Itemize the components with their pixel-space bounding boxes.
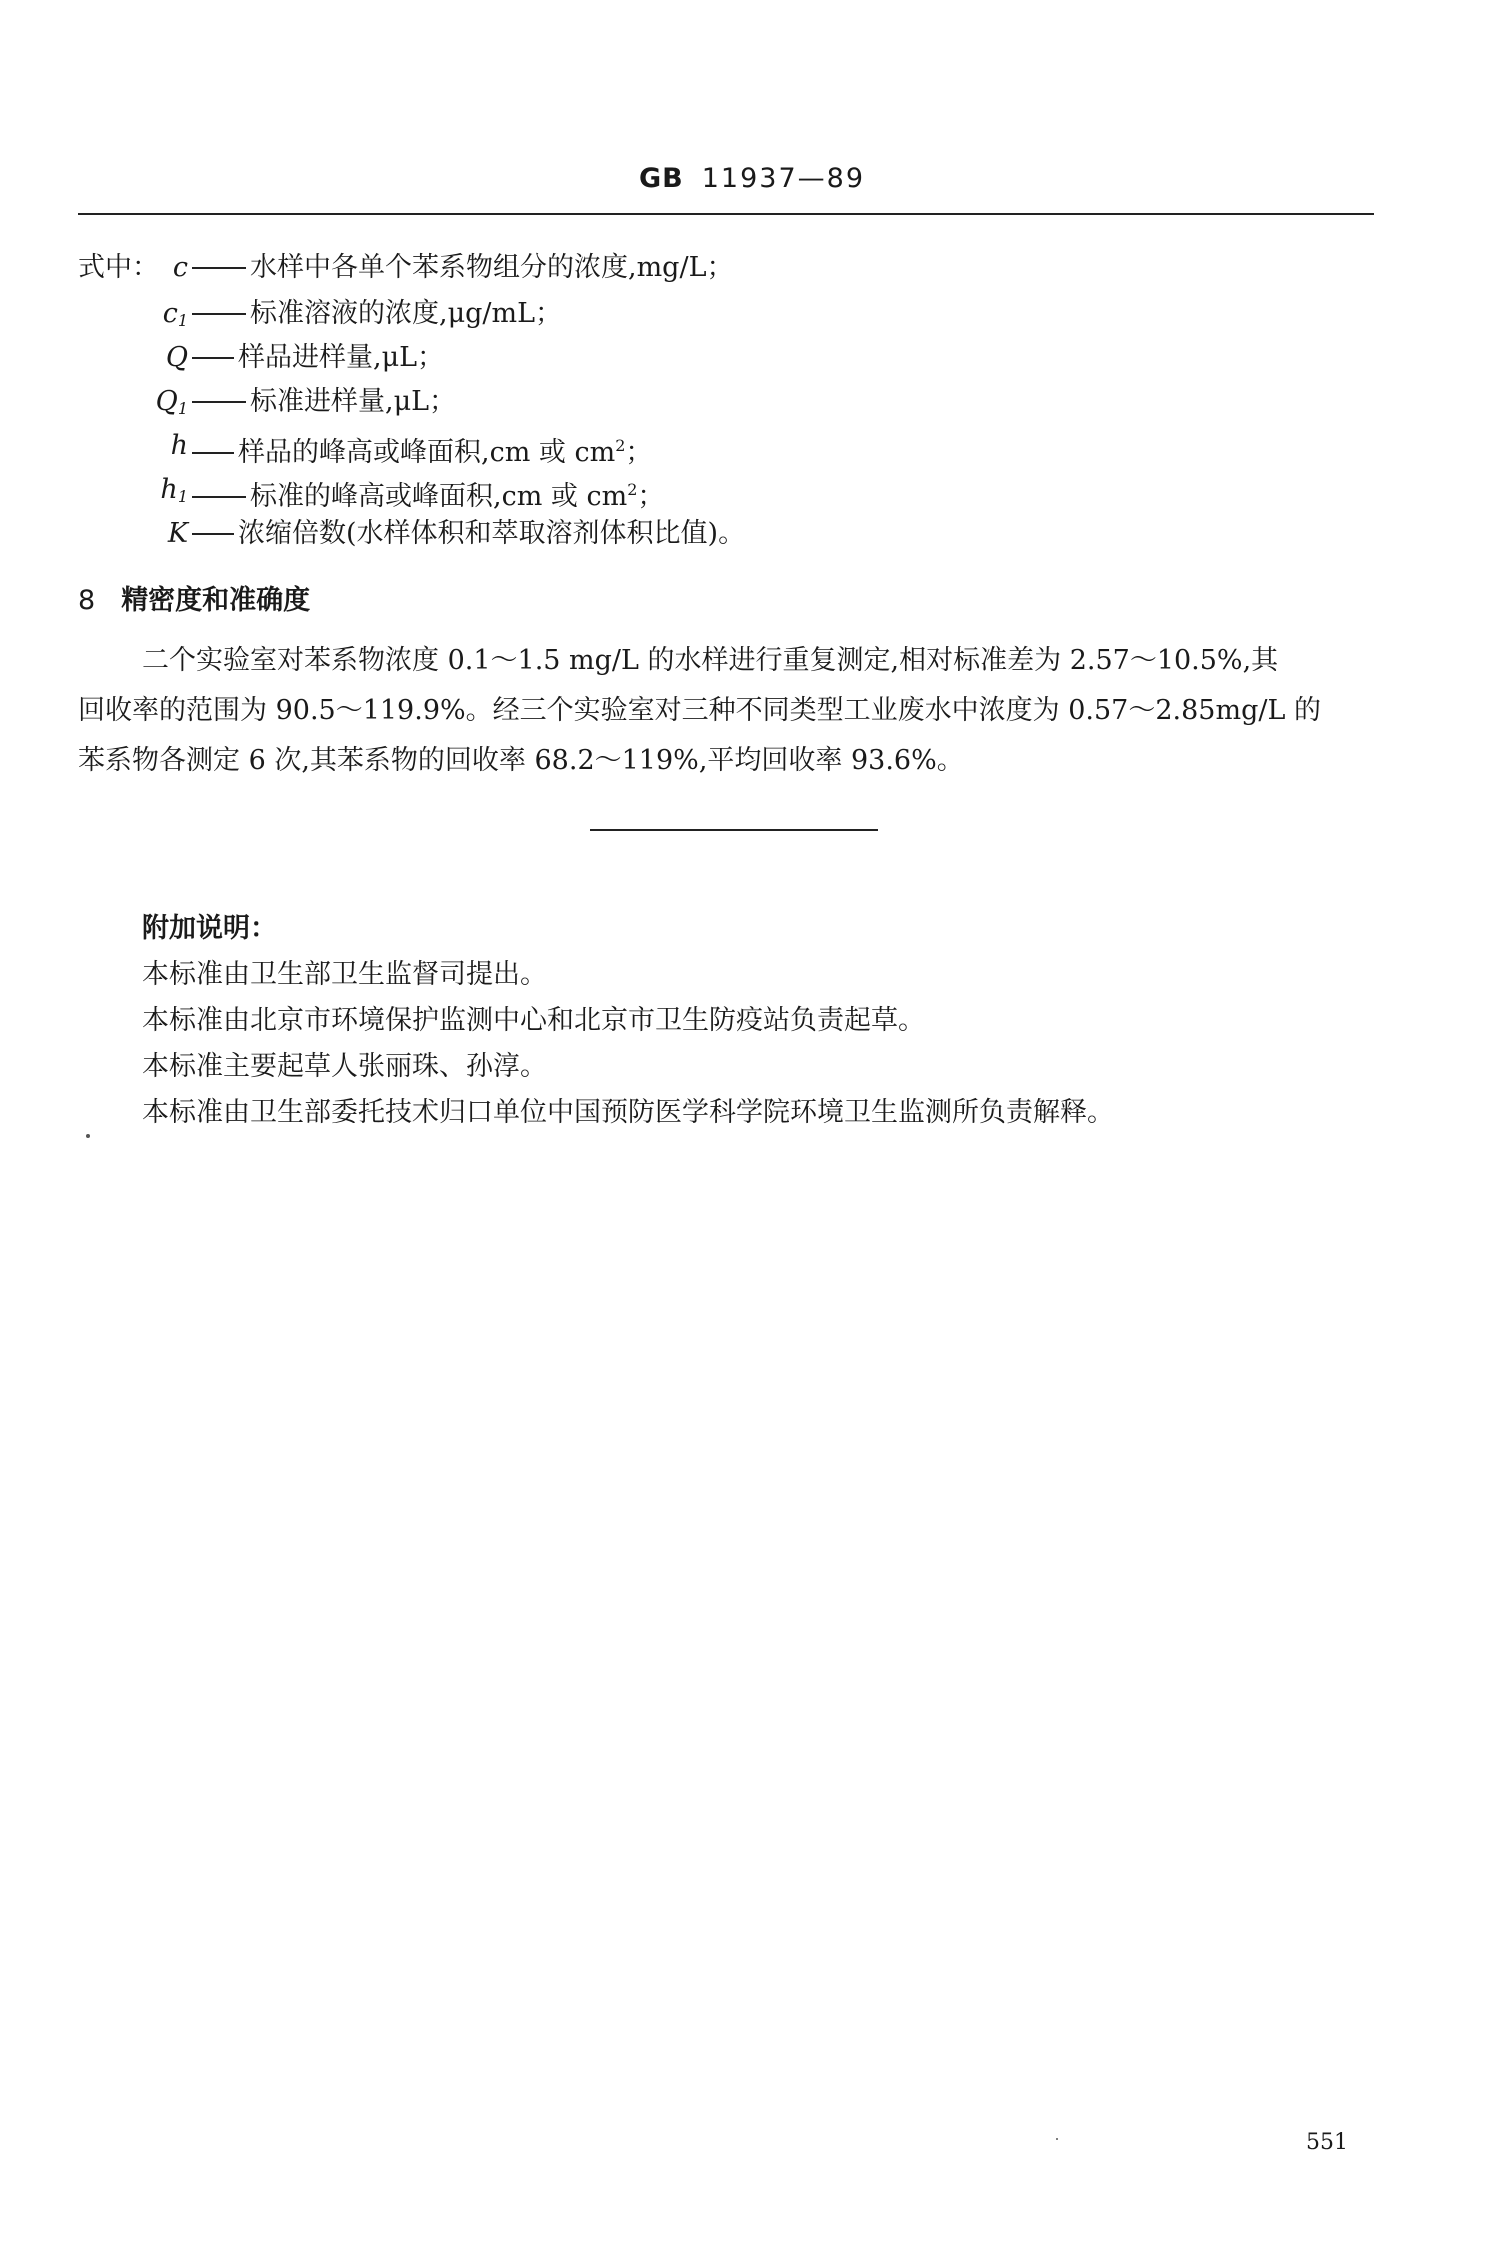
section-number: 8 (78, 585, 96, 616)
variable-description: 样品的峰高或峰面积,cm 或 $cm^2$； (190, 430, 652, 469)
header-rule (78, 213, 1374, 215)
where-label: 式中： (78, 252, 159, 283)
variable-symbol: c (172, 252, 188, 283)
page-number: 551 (1306, 2130, 1348, 2155)
variable-description: 标准溶液的浓度,μg/mL； (190, 298, 562, 330)
variable-description: 浓缩倍数(水样体积和萃取溶剂体积比值)。 (190, 518, 745, 550)
variable-symbol: K (167, 518, 188, 549)
section-title: 精密度和准确度 (121, 585, 311, 616)
standard-code: 11937—89 (701, 163, 865, 194)
page-header (0, 163, 1504, 194)
variable-symbol: $Q_1$ (155, 386, 188, 418)
variable-symbol: Q (165, 342, 188, 373)
paragraph-line: 二个实验室对苯系物浓度 0.1～1.5 mg/L 的水样进行重复测定,相对标准差为 2.57～10.5%,其 (142, 645, 1279, 676)
note-item: 本标准由北京市环境保护监测中心和北京市卫生防疫站负责起草。 (142, 1005, 925, 1036)
section-heading (78, 578, 310, 617)
scan-speck (1056, 2138, 1058, 2140)
scan-speck (86, 1134, 90, 1138)
standard-prefix: GB (639, 163, 684, 194)
variable-description: 标准进样量,μL； (190, 386, 456, 418)
variable-symbol: h (170, 430, 188, 461)
note-item: 本标准主要起草人张丽珠、孙淳。 (142, 1051, 547, 1082)
paragraph-line: 回收率的范围为 90.5～119.9%。经三个实验室对三种不同类型工业废水中浓度为 0.57～2.85mg/L 的 (78, 695, 1321, 726)
variable-description: 样品进样量,μL； (190, 342, 444, 374)
note-item: 本标准由卫生部委托技术归口单位中国预防医学科学院环境卫生监测所负责解释。 (142, 1097, 1114, 1128)
variable-symbol: $c_1$ (162, 298, 188, 330)
note-item: 本标准由卫生部卫生监督司提出。 (142, 959, 547, 990)
variable-symbol: $h_1$ (160, 474, 188, 506)
paragraph-line: 苯系物各测定 6 次,其苯系物的回收率 68.2～119%,平均回收率 93.6%。 (78, 745, 964, 776)
notes-title: 附加说明： (142, 913, 277, 944)
section-divider (590, 829, 878, 831)
variable-description: 水样中各单个苯系物组分的浓度,mg/L； (190, 252, 734, 284)
variable-description: 标准的峰高或峰面积,cm 或 $cm^2$； (190, 474, 664, 513)
